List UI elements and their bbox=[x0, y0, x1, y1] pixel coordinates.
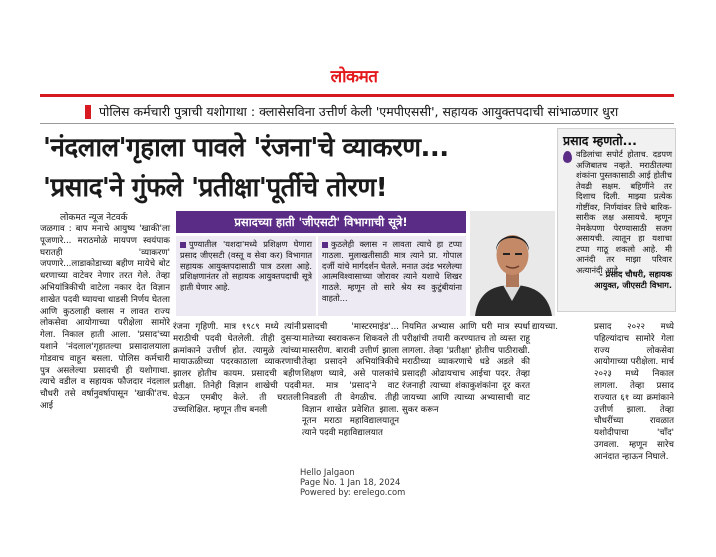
headline-line-1: 'नंदलाल'गृहाला पावले 'रंजना'चे व्याकरण... bbox=[43, 133, 449, 163]
infobox-right bbox=[318, 236, 466, 316]
kicker-divider bbox=[40, 123, 674, 124]
article-column-3: प्रसादची 'मास्टरमाइंड'... मातेच्या स्वराकरून शिकवले ती मास्तरीण. बारावी उत्तीर्ण झाला तेव्हा प्रसादने अभियांत्रिकीचे शिक्षण घ्यावे, असे पालकांचे मत. मात्र 'प्रसाद'ने वाट निवडली ती वेगळीच. तीही विज्ञान शाखेत प्रवेशित झाला. नूतन मराठा महाविद्यालयातून त्याने पदवी महाविद्यालयात bbox=[302, 322, 399, 439]
article-column-1: जळगाव : बाप मनाचे आयुष्य 'खाकी'ला पूजणारे... मराठमोळे मायपण स्वयंपाक घरातही 'व्याकरण' जपणारे...लाडाकोडाच्या बहीण मायेचे बोट धरणाच्या वाटेवर नेणार तरत गेले. तेव्हा अभियांत्रिकीची वाटेला नकार देत विज्ञान शाखेत पदवी घ्यायचा धाडसी निर्णय घेतला आणि कुठलाही क्लास न लावत राज्य लोकसेवा आयोगाच्या परीक्षेला सामोरे गेला. निकाल हाती आला. 'प्रसाद'च्या यशाने 'नंदलाल'गृहातल्या प्रसादालयाला गोडवाच वाहून बसला. पोलिस कर्मचारी पुत्र असलेल्या प्रसादची ही यशोगाथा. त्याचे वडील व सहायक फौजदार नंदलाल चौधरी तसे वर्षानुवर्षापासून 'खाकी'तच. आई bbox=[40, 224, 170, 411]
kicker-strap bbox=[40, 100, 674, 122]
page-footer bbox=[300, 467, 420, 497]
quote-sidebar bbox=[557, 128, 676, 312]
sidebar-body: वडिलांचा सपोर्ट होताच. दडपण अजिबातच नव्हते. मराठीतल्या शंकांना पुस्तकासाठी आई होतीच तेवढी सक्षम. बहिणींने तर दिशाच दिली. माझ्या प्रत्येक गोष्टींवर, निर्णयांवर तिचे बारिक-सारीक लक्ष असायचे. म्हणून नेमकेपणा पेरण्यासाठी सजग असायची. त्यातून हा यशाचा टप्पा गाठू शकलो आहे. मी आनंदी तर माझा परिवार अत्यानंदी आहे. bbox=[576, 149, 672, 275]
article-column-4: नियमित अभ्यास आणि घरी मात्र स्पर्धा परीक्षांची तयारी करण्यातच तो व्यस्त राहू लागला. तेव्हा 'प्रतीक्षा' होतीच पाठीराखी. मराठीच्या व्याकरणाचे धडे अडले की प्रसादही ओढायचाच आईचा पदर. तेव्हा रंजनाही त्याच्या शंकाकुशंकांना दूर करत जायच्या आणि त्याच्या अभ्यासाची वाट सुकर करून bbox=[402, 322, 530, 415]
portrait-illustration bbox=[470, 211, 555, 316]
article-column-6: प्रसाद २०२२ मध्ये पहिल्यांदाच सामोरे गेला राज्य लोकसेवा आयोगाच्या परीक्षेला. मार्च २०२३ मध्ये निकाल लागला. तेव्हा प्रसाद राज्यात ६१ व्या क्रमांकाने उत्तीर्ण झाला. तेव्हा चौधरींच्या रावळात यशोदीपाचा 'चाँद' उगवला. म्हणून सारेच आनंदात न्हाऊन निघाले. bbox=[594, 322, 674, 462]
footer-page-date: Page No. 1 Jan 18, 2024 bbox=[300, 477, 401, 487]
byline: लोकमत न्यूज नेटवर्क bbox=[60, 213, 128, 223]
sidebar-title: प्रसाद म्हणतो... bbox=[563, 133, 637, 148]
article-column-2: रंजना गृहिणी. मात्र १९८९ मध्ये त्यांनी मराठीची पदवी घेतलेली. तीही दुसऱ्या क्रमांकाने उत्तीर्ण होत. त्यामुळे त्यांच्या मायाऊळीच्या पदरकाठाला व्याकरणाची झालर होतीच कायम. प्रसादची बहीण प्रतीक्षा. तिनेही विज्ञान शाखेची पदवी घेऊन एमबीए केले. ती घरातली उच्चशिक्षित. म्हणून तीच बनली bbox=[173, 322, 301, 415]
article-column-5: द्यायच्या. bbox=[532, 322, 558, 332]
drop-bullet-icon bbox=[563, 151, 572, 163]
square-bullet-icon bbox=[180, 242, 186, 248]
infobox-title: प्रसादच्या हाती 'जीएसटी' विभागाची सूत्रे! bbox=[176, 211, 466, 233]
newspaper-logo: लोकमत bbox=[330, 67, 378, 87]
footer-edition: Hello Jalgaon bbox=[300, 467, 355, 477]
footer-powered-by: Powered by: erelego.com bbox=[300, 487, 406, 497]
infobox-left-text: पुण्यातील 'यशदा'मध्ये प्रशिक्षण घेणारा प्रसाद जीएसटी (वस्तू व सेवा कर) विभागात सहायक आयुक्तपदासाठी पात्र ठरला आहे. प्रशिक्षणानंतर तो सहायक आयुक्तपदाची सूत्रे हाती घेणार आहे. bbox=[180, 239, 312, 293]
infobox-right-text: कुठलेही क्लास न लावता त्याचे हा टप्पा गाठला. मुलाखतीसाठी मात्र त्याने प्रा. गोपाल दर्जी यांचे मार्गदर्शन घेतले. मनात उदंड भरलेल्या आत्मविश्वासाच्या जोरावर त्याने यशाचे शिखर गाठले. म्हणून तो सारे श्रेय स्व कुटुंबीयांना वाहतो... bbox=[322, 239, 462, 303]
portrait-photo bbox=[470, 211, 555, 316]
sidebar-signature: - प्रसाद चौधरी, सहायक आयुक्त, जीएसटी विभाग. bbox=[594, 269, 672, 290]
headline-line-2: 'प्रसाद'ने गुंफले 'प्रतीक्षा'पूर्तीचे तोरण! bbox=[43, 173, 388, 203]
infobox-left bbox=[176, 236, 316, 316]
kicker-text: पोलिस कर्मचारी पुत्राची यशोगाथा : क्लासेसविना उत्तीर्ण केली 'एमपीएससी', सहायक आयुक्तपदाची सांभाळणार धुरा bbox=[99, 103, 619, 119]
kicker-bar-icon bbox=[85, 105, 91, 119]
top-rule bbox=[40, 94, 674, 97]
square-bullet-icon bbox=[322, 242, 328, 248]
